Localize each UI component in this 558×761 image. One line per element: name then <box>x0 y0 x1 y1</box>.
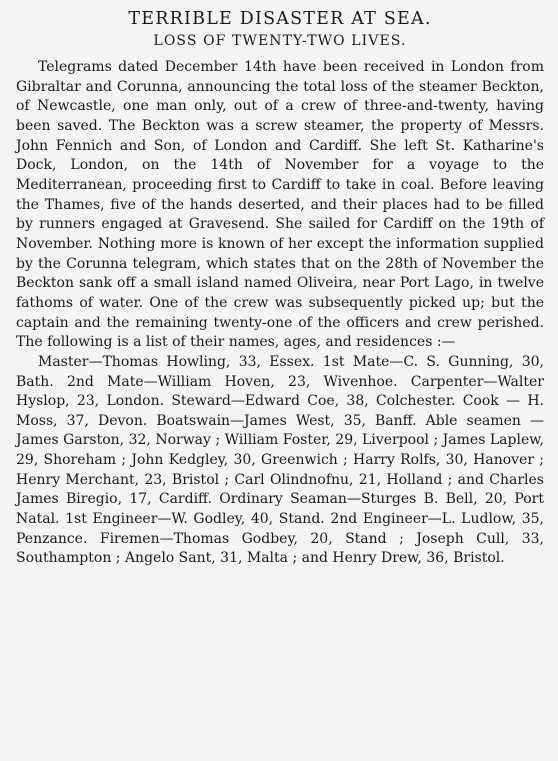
article-paragraph-2: Master—Thomas Howling, 33, Essex. 1st Mate—C. S. Gunning, 30, Bath. 2nd Mate—William Hoven, 23, Wivenhoe. Carpenter—Walter Hyslop, 23, London. Steward—Edward Coe, 38, Colchester. Cook — H. Moss, 37, Devon. Boatswain—James West, 35, Banff. Able seamen — James Garston, 32, Norway ; William Foster, 29, Liverpool ; James Laplew, 29, Shoreham ; John Kedgley, 30, Greenwich ; Harry Rolfs, 30, Hanover ; Henry Merchant, 23, Bristol ; Carl Olindnofnu, 21, Holland ; and Charles James Biregio, 17, Cardiff. Ordinary Seaman—Sturges B. Bell, 20, Port Natal. 1st Engineer—W. Godley, 40, Stand. 2nd Engineer—L. Ludlow, 35, Penzance. Firemen—Thomas Godbey, 20, Stand ; Joseph Cull, 33, Southampton ; Angelo Sant, 31, Malta ; and Henry Drew, 36, Bristol. <box>16 353 544 567</box>
headline: TERRIBLE DISASTER AT SEA. <box>128 9 432 29</box>
subheadline: LOSS OF TWENTY-TWO LIVES. <box>153 33 407 49</box>
article-paragraph-1: Telegrams dated December 14th have been received in London from Gibraltar and Corunna, announcing the total loss of the steamer Beckton, of Newcastle, one man only, out of a crew of three-and-twenty, having been saved. The Beckton was a screw steamer, the property of Messrs. John Fennich and Son, of London and Cardiff. She left St. Katharine's Dock, London, on the 14th of November for a voyage to the Mediterranean, proceeding first to Cardiff to take in coal. Before leaving the Thames, five of the hands deserted, and their places had to be filled by runners engaged at Gravesend. She sailed for Cardiff on the 19th of November. Nothing more is known of her except the information supplied by the Corunna telegram, which states that on the 28th of November the Beckton sank off a small island named Oliveira, near Port Lago, in twelve fathoms of water. One of the crew was subsequently picked up; but the captain and the remaining twenty-one of the officers and crew perished. The following is a list of their names, ages, and residences :— <box>16 59 544 351</box>
